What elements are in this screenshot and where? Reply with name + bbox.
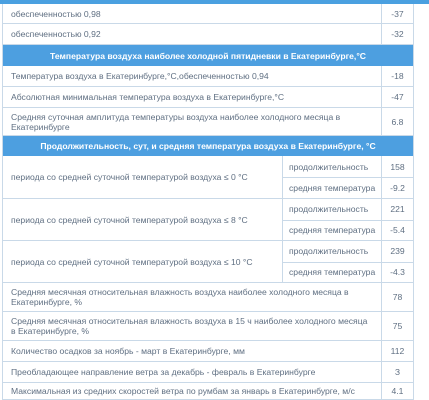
table-row	[2, 87, 414, 108]
row-value: 6.8	[381, 108, 413, 135]
period-label: периода со средней суточной температурой воздуха ≤ 0 °С	[11, 172, 248, 182]
row-label: Средняя месячная относительная влажность воздуха наиболее холодного месяца в Екатеринбурге, %	[11, 287, 349, 307]
duration-label: продолжительность	[283, 199, 382, 221]
row-label: Абсолютная минимальная температура воздуха в Екатеринбурге,°С	[11, 92, 285, 102]
row-value: 78	[381, 283, 413, 311]
row-value: -32	[381, 24, 413, 44]
table-row	[2, 362, 414, 383]
period-label: периода со средней суточной температурой воздуха ≤ 10 °С	[11, 256, 253, 267]
row-value: З	[381, 362, 413, 382]
row-label: обеспеченностью 0,92	[11, 29, 101, 39]
row-value: 4.1	[381, 383, 413, 399]
row-label: Количество осадков за ноябрь - март в Екатеринбурге, мм	[11, 346, 245, 356]
table-row	[2, 283, 414, 312]
section-header: Температура воздуха наиболее холодной пятидневки в Екатеринбурге,°С	[2, 45, 414, 66]
row-label: Температура воздуха в Екатеринбурге,°С,обеспеченностью 0,94	[11, 71, 269, 81]
table-row	[2, 4, 414, 24]
temperature-value: -4.3	[390, 266, 405, 277]
temperature-label: средняя температура	[289, 182, 376, 193]
temperature-label: средняя температура	[289, 266, 376, 277]
row-value: -37	[381, 4, 413, 23]
duration-label: продолжительность	[283, 241, 382, 263]
row-label: Преобладающее направление ветра за декабрь - февраль в Екатеринбурге	[11, 367, 316, 377]
table-row	[2, 341, 414, 362]
row-value: -18	[381, 66, 413, 86]
table-row	[2, 383, 414, 400]
period-group	[2, 199, 414, 241]
table-row	[2, 66, 414, 87]
row-value: 112	[381, 341, 413, 361]
duration-value: 239	[382, 241, 413, 263]
duration-value: 158	[382, 156, 413, 178]
period-group	[2, 241, 414, 283]
period-label: периода со средней суточной температурой воздуха ≤ 8 °С	[11, 214, 248, 225]
table-row	[2, 312, 414, 341]
duration-label: продолжительность	[283, 156, 382, 178]
row-label: Средняя суточная амплитуда температуры воздуха наиболее холодного месяца в Екатеринбурге	[11, 111, 341, 132]
table-row	[2, 24, 414, 45]
row-value: 75	[381, 312, 413, 340]
temperature-value: -5.4	[390, 224, 405, 235]
row-label: Средняя месячная относительная влажность воздуха в 15 ч наиболее холодного месяца в Екатеринбурге, %	[11, 316, 368, 336]
row-value: -47	[381, 87, 413, 107]
row-label: Максимальная из средних скоростей ветра по румбам за январь в Екатеринбурге, м/с	[11, 386, 355, 396]
temperature-value: -9.2	[390, 182, 405, 193]
row-label: обеспеченностью 0,98	[11, 8, 101, 19]
temperature-label: средняя температура	[289, 224, 376, 235]
duration-value: 221	[382, 199, 413, 221]
section-header: Продолжительность, сут, и средняя температура воздуха в Екатеринбурге, °С	[2, 136, 414, 156]
table-row	[2, 108, 414, 136]
period-group	[2, 156, 414, 199]
